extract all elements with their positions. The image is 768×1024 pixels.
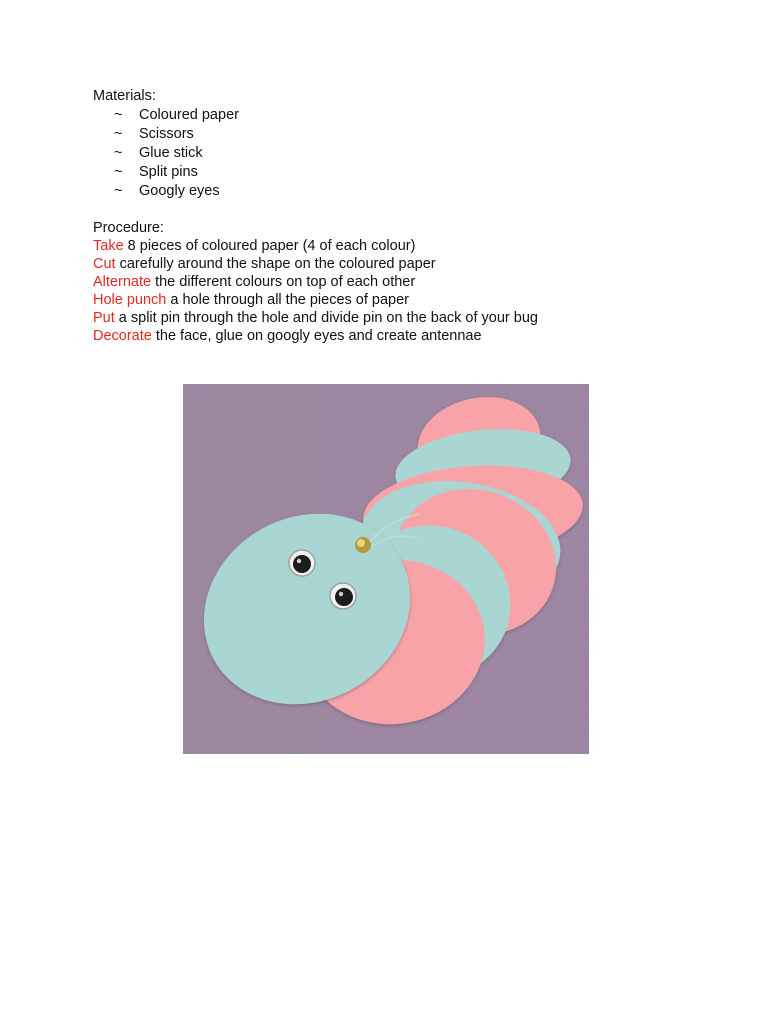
list-item — [93, 163, 733, 182]
document-body — [93, 87, 733, 345]
split-pin — [355, 537, 371, 553]
materials-heading: Materials: — [93, 88, 156, 104]
paper-bug-photo — [183, 384, 589, 754]
material-label: Coloured paper — [139, 106, 239, 123]
step-text: carefully around the shape on the coloured paper — [115, 256, 436, 272]
list-item — [93, 144, 733, 163]
procedure-steps — [93, 237, 733, 345]
split-pin-shine — [357, 539, 365, 547]
tilde-bullet: ~ — [114, 144, 123, 161]
step-text: a hole through all the pieces of paper — [166, 292, 410, 308]
material-label: Googly eyes — [139, 182, 220, 199]
procedure-step — [93, 273, 733, 291]
tilde-bullet: ~ — [114, 125, 123, 142]
step-text: the face, glue on googly eyes and create antennae — [151, 328, 482, 344]
procedure-step — [93, 309, 733, 327]
tilde-bullet: ~ — [114, 106, 123, 123]
material-label: Scissors — [139, 125, 194, 142]
procedure-heading: Procedure: — [93, 219, 164, 236]
step-verb: Put — [93, 310, 115, 326]
list-item — [93, 125, 733, 144]
step-text: a split pin through the hole and divide pin on the back of your bug — [114, 310, 538, 326]
step-verb: Alternate — [93, 274, 152, 290]
material-label: Split pins — [139, 163, 198, 180]
list-item — [93, 182, 733, 201]
step-verb: Hole punch — [93, 292, 167, 308]
material-label: Glue stick — [139, 144, 203, 161]
step-verb: Take — [93, 238, 124, 254]
googly-eye-right — [330, 583, 356, 609]
step-text: the different colours on top of each other — [151, 274, 416, 290]
list-item — [93, 106, 733, 125]
procedure-step — [93, 327, 733, 345]
tilde-bullet: ~ — [114, 182, 123, 199]
procedure-step — [93, 291, 733, 309]
procedure-step — [93, 255, 733, 273]
materials-list — [93, 106, 733, 201]
step-verb: Cut — [93, 256, 116, 272]
procedure-step — [93, 237, 733, 255]
step-text: 8 pieces of coloured paper (4 of each colour) — [123, 238, 416, 254]
step-verb: Decorate — [93, 328, 152, 344]
googly-eye-left — [289, 550, 315, 576]
tilde-bullet: ~ — [114, 163, 123, 180]
